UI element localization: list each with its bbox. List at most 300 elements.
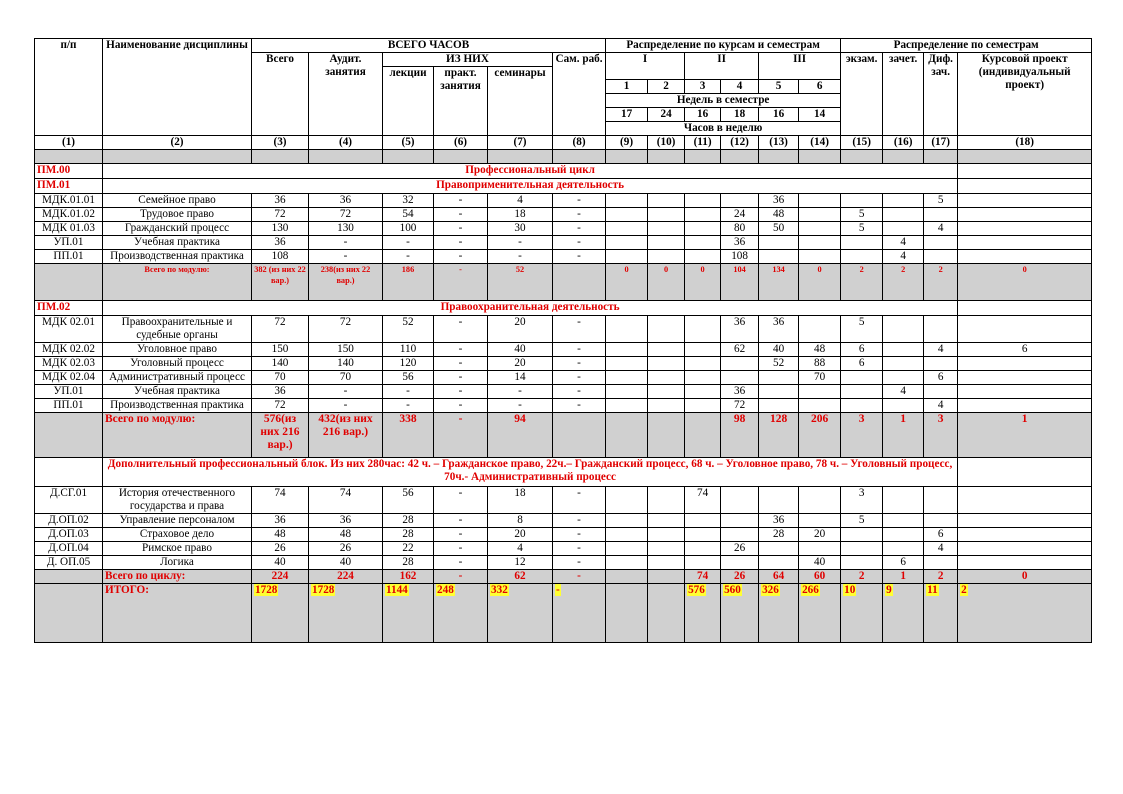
row-value: 72 xyxy=(309,316,383,343)
row-value xyxy=(883,528,924,542)
row-value: - xyxy=(553,487,606,514)
row-value: 150 xyxy=(252,343,309,357)
row-value: 3 xyxy=(841,487,883,514)
total-value: 332 xyxy=(488,584,553,643)
column-number: (12) xyxy=(721,136,759,150)
header-pp-cont xyxy=(35,122,103,136)
total-value: 224 xyxy=(252,570,309,584)
total-value xyxy=(35,584,103,643)
column-number: (6) xyxy=(434,136,488,150)
row-value xyxy=(648,194,685,208)
pm02-code: ПМ.02 xyxy=(35,301,103,316)
row-value xyxy=(759,399,799,413)
row-value: 108 xyxy=(721,250,759,264)
total-value: - xyxy=(553,584,606,643)
row-value xyxy=(685,399,721,413)
total-value: 2 xyxy=(924,264,958,301)
row-value: 8 xyxy=(488,514,553,528)
row-name: Логика xyxy=(103,556,252,570)
row-value xyxy=(841,250,883,264)
header-course-project: Курсовой проект (индивидуальный проект) xyxy=(958,53,1092,122)
column-number: (7) xyxy=(488,136,553,150)
pm00-title: Профессиональный цикл xyxy=(103,164,958,179)
row-name: Семейное право xyxy=(103,194,252,208)
row-value xyxy=(759,487,799,514)
total-row xyxy=(35,413,1092,458)
row-value xyxy=(606,236,648,250)
total-value: 134 xyxy=(759,264,799,301)
header-course-1: I xyxy=(606,53,685,80)
row-value xyxy=(958,316,1092,343)
row-value xyxy=(685,236,721,250)
row-value: 4 xyxy=(924,222,958,236)
row-value xyxy=(606,514,648,528)
row-name: Уголовное право xyxy=(103,343,252,357)
row-value xyxy=(958,542,1092,556)
row-value xyxy=(606,556,648,570)
row-value: 20 xyxy=(488,528,553,542)
total-value: 338 xyxy=(383,413,434,458)
row-value xyxy=(648,399,685,413)
row-value: - xyxy=(434,250,488,264)
row-value: 150 xyxy=(309,343,383,357)
row-value xyxy=(685,343,721,357)
header-weeks-1: 17 xyxy=(606,108,648,122)
row-value: 6 xyxy=(841,357,883,371)
row-value: - xyxy=(553,194,606,208)
header-semester-2: 2 xyxy=(648,80,685,94)
row-value: - xyxy=(383,236,434,250)
row-value: 40 xyxy=(799,556,841,570)
header-exam-cont xyxy=(841,122,883,136)
row-value: 6 xyxy=(924,528,958,542)
row-value xyxy=(606,399,648,413)
row-value xyxy=(958,487,1092,514)
row-value xyxy=(648,343,685,357)
empty-cell xyxy=(958,458,1092,487)
header-hours-total: ВСЕГО ЧАСОВ xyxy=(252,39,606,53)
header-semesters: Распределение по семестрам xyxy=(841,39,1092,53)
row-value xyxy=(606,222,648,236)
row-value: - xyxy=(434,357,488,371)
row-value: 28 xyxy=(383,556,434,570)
row-value xyxy=(841,385,883,399)
table-row xyxy=(35,357,1092,371)
row-code: Д.ОП.03 xyxy=(35,528,103,542)
curriculum-table xyxy=(34,38,1092,643)
row-value xyxy=(958,194,1092,208)
header-semester-4: 4 xyxy=(721,80,759,94)
header-audit-cont xyxy=(309,122,383,136)
table-row xyxy=(35,385,1092,399)
row-code: МДК 02.02 xyxy=(35,343,103,357)
row-value: - xyxy=(309,236,383,250)
row-value xyxy=(759,556,799,570)
row-code: ПП.01 xyxy=(35,399,103,413)
empty-cell xyxy=(309,150,383,164)
row-value: - xyxy=(553,343,606,357)
header-name-cont xyxy=(103,53,252,122)
row-value xyxy=(648,528,685,542)
row-value: 72 xyxy=(309,208,383,222)
total-label: ИТОГО: xyxy=(103,584,252,643)
row-value: 18 xyxy=(488,487,553,514)
header-semester-1: 1 xyxy=(606,80,648,94)
total-row xyxy=(35,584,1092,643)
row-value: 72 xyxy=(721,399,759,413)
header-lectures-cont xyxy=(383,122,434,136)
row-value: 36 xyxy=(759,514,799,528)
total-value xyxy=(35,264,103,301)
row-value: 26 xyxy=(721,542,759,556)
row-value: 80 xyxy=(721,222,759,236)
row-value: - xyxy=(434,487,488,514)
total-value xyxy=(685,413,721,458)
header-audit: Аудит. занятия xyxy=(309,53,383,122)
total-value xyxy=(606,413,648,458)
row-value: 4 xyxy=(488,194,553,208)
total-value: 162 xyxy=(383,570,434,584)
header-total: Всего xyxy=(252,53,309,122)
row-value: 32 xyxy=(383,194,434,208)
row-value xyxy=(685,250,721,264)
row-value: 48 xyxy=(759,208,799,222)
row-value: 22 xyxy=(383,542,434,556)
row-value xyxy=(606,542,648,556)
row-value: - xyxy=(383,399,434,413)
total-value: 10 xyxy=(841,584,883,643)
row-value: 70 xyxy=(252,371,309,385)
empty-cell xyxy=(883,150,924,164)
row-value: - xyxy=(553,528,606,542)
total-value: 26 xyxy=(721,570,759,584)
total-value: 0 xyxy=(958,264,1092,301)
row-value xyxy=(883,208,924,222)
empty-cell xyxy=(958,179,1092,194)
row-name: Правоохранительные и судебные органы xyxy=(103,316,252,343)
row-value xyxy=(606,250,648,264)
row-value xyxy=(721,371,759,385)
row-value: 74 xyxy=(685,487,721,514)
total-value: 2 xyxy=(841,264,883,301)
row-value: 74 xyxy=(309,487,383,514)
total-value xyxy=(553,264,606,301)
header-pp-cont xyxy=(35,67,103,80)
empty-cell xyxy=(958,164,1092,179)
row-value: 36 xyxy=(759,194,799,208)
row-code: МДК.01.01 xyxy=(35,194,103,208)
additional-title: Дополнительный профессиональный блок. Из них 280час: 42 ч. – Гражданское право, 22ч.– Гражданский процесс, 68 ч. – Уголовное право, 78 ч. – Уголовный процесс, 70ч.- Административный процесс xyxy=(103,458,958,487)
table-row xyxy=(35,528,1092,542)
row-value xyxy=(648,385,685,399)
row-name: Римское право xyxy=(103,542,252,556)
row-value: 54 xyxy=(383,208,434,222)
table-row xyxy=(35,316,1092,343)
header-weeks-5: 16 xyxy=(759,108,799,122)
row-value: - xyxy=(553,250,606,264)
row-value: 40 xyxy=(759,343,799,357)
header-total-cont xyxy=(252,122,309,136)
table-row xyxy=(35,487,1092,514)
row-value: 36 xyxy=(309,514,383,528)
header-semester-3: 3 xyxy=(685,80,721,94)
row-value xyxy=(924,316,958,343)
empty-cell xyxy=(103,150,252,164)
row-value xyxy=(685,371,721,385)
row-value: 72 xyxy=(252,316,309,343)
header-diff-credit-cont xyxy=(924,122,958,136)
row-value xyxy=(883,194,924,208)
total-value: 98 xyxy=(721,413,759,458)
row-value xyxy=(841,194,883,208)
row-value xyxy=(883,399,924,413)
row-value: 74 xyxy=(252,487,309,514)
total-value: 2 xyxy=(924,570,958,584)
row-value: 36 xyxy=(309,194,383,208)
row-value xyxy=(958,222,1092,236)
row-value: 36 xyxy=(252,236,309,250)
row-value: 140 xyxy=(252,357,309,371)
header-practical-cont xyxy=(434,122,488,136)
row-value: - xyxy=(553,514,606,528)
row-value: 5 xyxy=(841,514,883,528)
row-value xyxy=(841,542,883,556)
row-value xyxy=(648,250,685,264)
row-value xyxy=(606,194,648,208)
row-name: Управление персоналом xyxy=(103,514,252,528)
row-value: 28 xyxy=(383,514,434,528)
row-value: - xyxy=(488,385,553,399)
row-value: 70 xyxy=(799,371,841,385)
row-value: 72 xyxy=(252,399,309,413)
row-value: 70 xyxy=(309,371,383,385)
table-row xyxy=(35,399,1092,413)
row-value: - xyxy=(434,316,488,343)
row-value: 140 xyxy=(309,357,383,371)
empty-cell xyxy=(383,150,434,164)
empty-cell xyxy=(553,150,606,164)
row-value: - xyxy=(309,385,383,399)
row-value: 48 xyxy=(799,343,841,357)
row-value: - xyxy=(434,343,488,357)
row-value: 24 xyxy=(721,208,759,222)
row-value: - xyxy=(309,399,383,413)
row-value: 36 xyxy=(252,194,309,208)
row-value xyxy=(721,487,759,514)
row-value: - xyxy=(553,208,606,222)
total-value: 224 xyxy=(309,570,383,584)
row-value xyxy=(883,514,924,528)
pm02-title: Правоохранительная деятельность xyxy=(103,301,958,316)
column-number: (8) xyxy=(553,136,606,150)
total-value: 576 xyxy=(685,584,721,643)
header-weeks-2: 24 xyxy=(648,108,685,122)
row-value xyxy=(606,208,648,222)
pm01-title: Правоприменительная деятельность xyxy=(103,179,958,194)
row-code: ПП.01 xyxy=(35,250,103,264)
row-value xyxy=(759,236,799,250)
row-value: 28 xyxy=(383,528,434,542)
row-value: 40 xyxy=(488,343,553,357)
row-value: 48 xyxy=(309,528,383,542)
row-value xyxy=(799,250,841,264)
header-weeks-label: Недель в семестре xyxy=(606,94,841,108)
row-value xyxy=(685,357,721,371)
row-value xyxy=(883,487,924,514)
header-hours-per-week: Часов в неделю xyxy=(606,122,841,136)
header-course-3: III xyxy=(759,53,841,80)
row-value: 6 xyxy=(924,371,958,385)
total-value: 52 xyxy=(488,264,553,301)
row-value: - xyxy=(434,528,488,542)
table-row xyxy=(35,343,1092,357)
row-value: 30 xyxy=(488,222,553,236)
row-value: - xyxy=(488,250,553,264)
header-credit: зачет. xyxy=(883,53,924,122)
row-value xyxy=(883,222,924,236)
table-row xyxy=(35,194,1092,208)
column-number: (9) xyxy=(606,136,648,150)
total-value: 64 xyxy=(759,570,799,584)
total-value xyxy=(606,584,648,643)
row-value xyxy=(759,371,799,385)
total-value: 11 xyxy=(924,584,958,643)
column-number: (2) xyxy=(103,136,252,150)
row-value xyxy=(799,514,841,528)
row-value: - xyxy=(434,399,488,413)
row-name: Уголовный процесс xyxy=(103,357,252,371)
row-value: 56 xyxy=(383,371,434,385)
row-value xyxy=(606,371,648,385)
row-name: Гражданский процесс xyxy=(103,222,252,236)
row-code: Д.ОП.04 xyxy=(35,542,103,556)
row-value: 36 xyxy=(721,385,759,399)
row-code: УП.01 xyxy=(35,385,103,399)
row-value xyxy=(606,316,648,343)
header-name-cont xyxy=(103,122,252,136)
row-value xyxy=(924,514,958,528)
total-value: 2 xyxy=(841,570,883,584)
header-lectures: лекции xyxy=(383,67,434,122)
header-pp: п/п xyxy=(35,39,103,53)
table-row xyxy=(35,371,1092,385)
header-weeks-6: 14 xyxy=(799,108,841,122)
row-value: 20 xyxy=(488,357,553,371)
row-name: Производственная практика xyxy=(103,250,252,264)
total-value: 0 xyxy=(799,264,841,301)
row-value: 14 xyxy=(488,371,553,385)
row-value xyxy=(685,194,721,208)
header-practical: практ. занятия xyxy=(434,67,488,122)
header-pp-cont xyxy=(35,94,103,108)
row-value xyxy=(685,514,721,528)
total-value: 1 xyxy=(883,570,924,584)
row-value: 50 xyxy=(759,222,799,236)
column-number: (13) xyxy=(759,136,799,150)
total-value: 0 xyxy=(958,570,1092,584)
row-value: 20 xyxy=(799,528,841,542)
column-number: (3) xyxy=(252,136,309,150)
total-label: Всего по циклу: xyxy=(103,570,252,584)
total-value: 74 xyxy=(685,570,721,584)
row-value: - xyxy=(434,514,488,528)
header-credit-cont xyxy=(883,122,924,136)
row-code: МДК 02.04 xyxy=(35,371,103,385)
total-value: 3 xyxy=(841,413,883,458)
row-value: 40 xyxy=(309,556,383,570)
total-value xyxy=(648,584,685,643)
row-name: Страховое дело xyxy=(103,528,252,542)
empty-cell xyxy=(488,150,553,164)
row-value: 5 xyxy=(841,316,883,343)
column-number: (18) xyxy=(958,136,1092,150)
row-code: МДК 01.03 xyxy=(35,222,103,236)
row-name: Учебная практика xyxy=(103,385,252,399)
row-value: - xyxy=(553,399,606,413)
row-code: МДК.01.02 xyxy=(35,208,103,222)
empty-cell xyxy=(35,458,103,487)
total-value: 560 xyxy=(721,584,759,643)
row-value: 36 xyxy=(759,316,799,343)
row-value xyxy=(958,385,1092,399)
row-value: 48 xyxy=(252,528,309,542)
row-value: 4 xyxy=(883,236,924,250)
header-self-work: Сам. раб. xyxy=(553,53,606,122)
empty-cell xyxy=(958,301,1092,316)
total-value: 94 xyxy=(488,413,553,458)
header-semester-6: 6 xyxy=(799,80,841,94)
row-value xyxy=(924,487,958,514)
row-value: 40 xyxy=(252,556,309,570)
row-value xyxy=(606,487,648,514)
row-value xyxy=(799,208,841,222)
header-self-work-cont xyxy=(553,122,606,136)
row-value xyxy=(799,399,841,413)
row-value: - xyxy=(309,250,383,264)
header-seminars-cont xyxy=(488,122,553,136)
row-value xyxy=(924,250,958,264)
row-value xyxy=(958,236,1092,250)
row-value xyxy=(721,514,759,528)
column-number: (15) xyxy=(841,136,883,150)
header-weeks-3: 16 xyxy=(685,108,721,122)
total-value: 432(из них 216 вар.) xyxy=(309,413,383,458)
row-value: 36 xyxy=(252,514,309,528)
empty-cell xyxy=(721,150,759,164)
total-value: 1 xyxy=(958,413,1092,458)
row-value xyxy=(799,487,841,514)
row-value xyxy=(648,222,685,236)
header-of-them: ИЗ НИХ xyxy=(383,53,553,67)
row-name: Трудовое право xyxy=(103,208,252,222)
row-value xyxy=(883,343,924,357)
header-course-project-cont xyxy=(958,122,1092,136)
table-row xyxy=(35,556,1092,570)
row-value: - xyxy=(553,556,606,570)
row-value: 4 xyxy=(883,385,924,399)
row-code: УП.01 xyxy=(35,236,103,250)
table-row xyxy=(35,236,1092,250)
row-value xyxy=(685,528,721,542)
row-value xyxy=(841,371,883,385)
total-value: 576(из них 216 вар.) xyxy=(252,413,309,458)
row-value: - xyxy=(553,236,606,250)
row-value xyxy=(958,250,1092,264)
empty-cell xyxy=(924,150,958,164)
row-name: Учебная практика xyxy=(103,236,252,250)
row-value xyxy=(685,316,721,343)
header-exam: экзам. xyxy=(841,53,883,122)
